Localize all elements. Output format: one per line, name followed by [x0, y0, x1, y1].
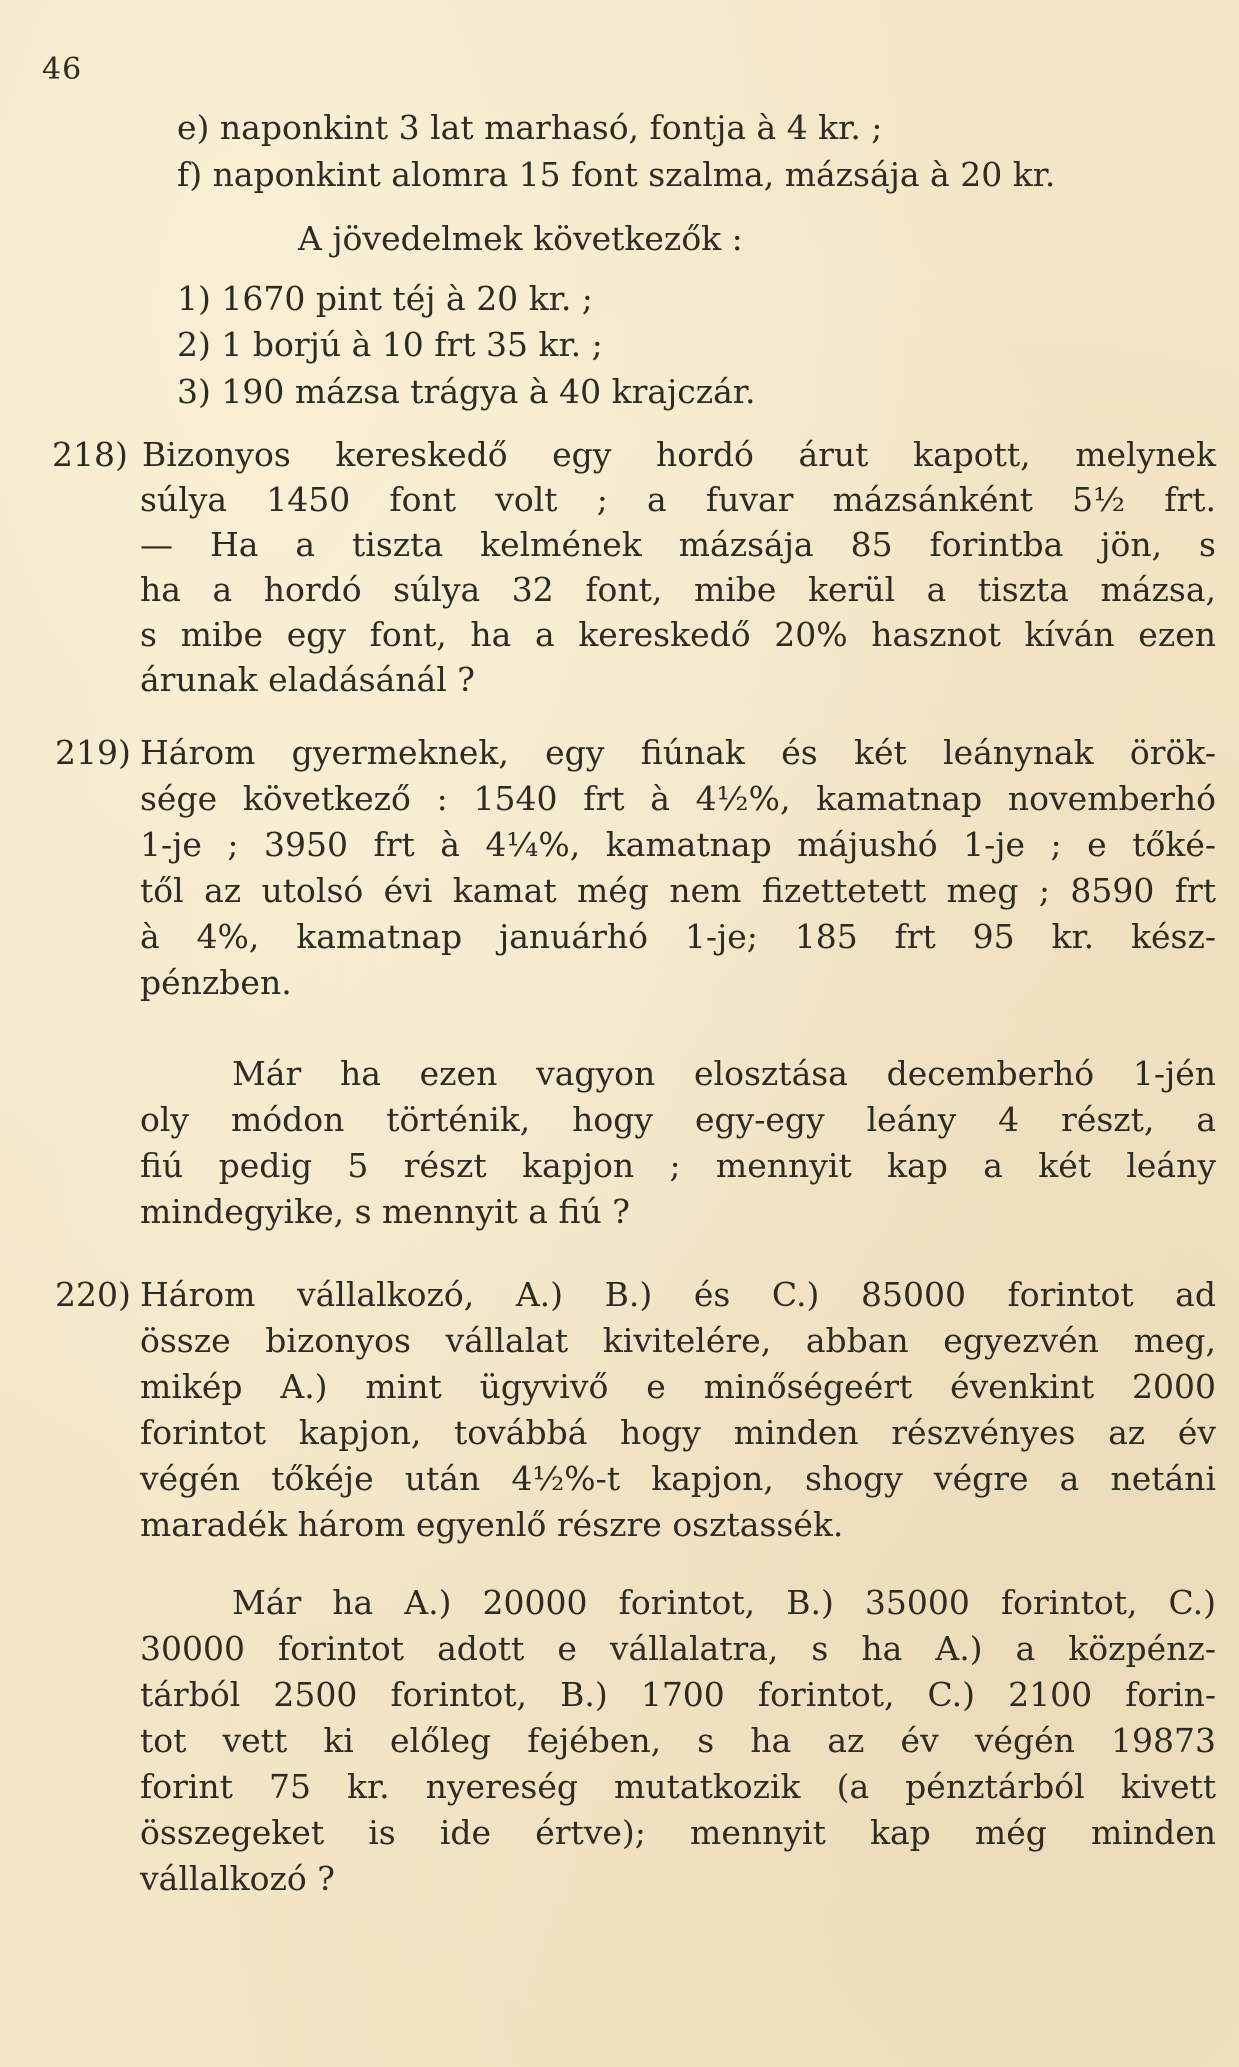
problem-220-line-2: össze bizonyos vállalat kivitelére, abban egyezvén meg, — [140, 1321, 1216, 1360]
problem-218-line-6: árunak eladásánál ? — [140, 660, 475, 699]
problem-219-followup-3: fiú pedig 5 részt kapjon ; mennyit kap a két leány — [140, 1146, 1216, 1185]
problem-219-line-3: 1-je ; 3950 frt à 4¼%, kamatnap májushó 1-je ; e tőké- — [140, 825, 1216, 864]
list-item-f: f) naponkint alomra 15 font szalma, mázsája à 20 kr. — [177, 155, 1056, 194]
problem-219-line-4: től az utolsó évi kamat még nem fizettetett meg ; 8590 frt — [140, 871, 1216, 910]
income-item-1: 1) 1670 pint téj à 20 kr. ; — [177, 279, 593, 318]
problem-number-219: 219) — [55, 733, 131, 772]
problem-219-line-5: à 4%, kamatnap januárhó 1-je; 185 frt 95 kr. kész- — [140, 917, 1216, 956]
problem-218-line-5: s mibe egy font, ha a kereskedő 20% hasznot kíván ezen — [140, 615, 1216, 654]
problem-220-followup-1: Már ha A.) 20000 forintot, B.) 35000 forintot, C.) — [232, 1583, 1216, 1622]
page-number: 46 — [42, 52, 83, 87]
problem-220-followup-6: összegeket is ide értve); mennyit kap még minden — [140, 1813, 1216, 1852]
problem-219-followup-1: Már ha ezen vagyon elosztása decemberhó 1-jén — [232, 1054, 1216, 1093]
income-item-2: 2) 1 borjú à 10 frt 35 kr. ; — [177, 325, 603, 364]
problem-218-line-1: Bizonyos kereskedő egy hordó árut kapott, melynek — [142, 435, 1216, 474]
problem-218-line-4: ha a hordó súlya 32 font, mibe kerül a tiszta mázsa, — [140, 570, 1216, 609]
problem-220-line-1: Három vállalkozó, A.) B.) és C.) 85000 forintot ad — [140, 1275, 1216, 1314]
problem-219-line-6: pénzben. — [140, 963, 292, 1002]
problem-220-line-3: mikép A.) mint ügyvivő e minőségeért évenkint 2000 — [140, 1367, 1216, 1406]
problem-219-line-2: sége következő : 1540 frt à 4½%, kamatnap novemberhó — [140, 779, 1216, 818]
problem-number-218: 218) — [52, 435, 128, 474]
problem-220-line-6: maradék három egyenlő részre osztassék. — [140, 1505, 844, 1544]
problem-220-followup-7: vállalkozó ? — [140, 1859, 335, 1898]
problem-219-line-1: Három gyermeknek, egy fiúnak és két leánynak örök- — [140, 733, 1216, 772]
list-item-e: e) naponkint 3 lat marhasó, fontja à 4 kr. ; — [177, 108, 883, 147]
problem-218-line-3: — Ha a tiszta kelmének mázsája 85 forintba jön, s — [140, 525, 1216, 564]
problem-220-line-5: végén tőkéje után 4½%-t kapjon, shogy végre a netáni — [140, 1459, 1216, 1498]
problem-219-followup-2: oly módon történik, hogy egy-egy leány 4 részt, a — [140, 1100, 1216, 1139]
problem-220-followup-3: tárból 2500 forintot, B.) 1700 forintot, C.) 2100 forin- — [140, 1675, 1216, 1714]
problem-219-followup-4: mindegyike, s mennyit a fiú ? — [140, 1192, 630, 1231]
problem-220-line-4: forintot kapjon, továbbá hogy minden részvényes az év — [140, 1413, 1216, 1452]
problem-220-followup-2: 30000 forintot adott e vállalatra, s ha A.) a közpénz- — [140, 1629, 1216, 1668]
problem-220-followup-5: forint 75 kr. nyereség mutatkozik (a pénztárból kivett — [140, 1767, 1216, 1806]
problem-220-followup-4: tot vett ki előleg fejében, s ha az év végén 19873 — [140, 1721, 1216, 1760]
problem-number-220: 220) — [55, 1275, 131, 1314]
income-item-3: 3) 190 mázsa trágya à 40 krajczár. — [177, 372, 756, 411]
income-heading: A jövedelmek következők : — [298, 219, 743, 258]
problem-218-line-2: súlya 1450 font volt ; a fuvar mázsánként 5½ frt. — [140, 480, 1216, 519]
